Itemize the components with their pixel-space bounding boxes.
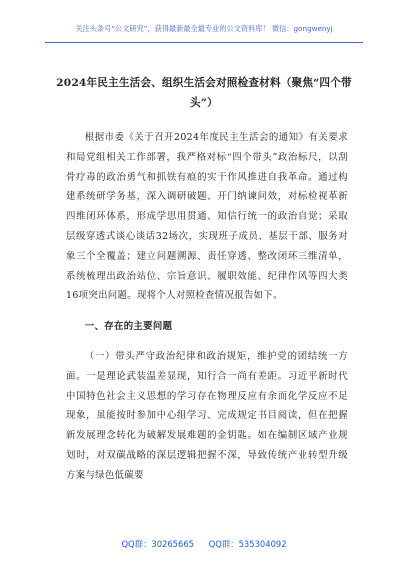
qq-group-2: QQ群：535304092 [208, 539, 287, 549]
qq-group-1: QQ群：30265665 [121, 539, 194, 549]
document-body [66, 128, 348, 486]
body-paragraph: （一）带头严守政治纪律和政治规矩，维护党的团结统一方面。一是理论武装温差显现，知行合一尚有差距。习近平新时代中国特色社会主义思想的学习存在物理反应有余而化学反应不足现象，虽能按时参加中心组学习、完成规定书目阅读，但在把握新发展理念转化为破解发展难题的金钥匙。如在编制区域产业规划时，对双碳战略的深层逻辑把握不深，导致传统产业转型升级方案与绿色低碳要 [66, 350, 348, 481]
footer-contact [0, 538, 408, 550]
intro-paragraph: 根据市委《关于召开2024年度民主生活会的通知》有关要求和局党组相关工作部署，我严格对标“四个带头”政治标尺，以刮骨疗毒的政治勇气和抓铁有痕的实干作风推进自我革命。通过构建系统研学务基，深入调研破题、开门纳谏问效，对标检视革新四维闭环体系，形成学思用贯通、知信行统一的政治自觉；采取层级穿透式谈心谈话32场次，实现班子成员、基层干部、服务对象三个全覆盖；建立问题溯源、责任穿透、整改闭环三维清单，系统梳理出政治站位、宗旨意识、履职效能、纪律作风等四大类16项突出问题。现将个人对照检查情况报告如下。 [66, 132, 348, 302]
document-title: 2024年民主生活会、组织生活会对照检查材料（聚焦“四个带头”） [56, 77, 352, 109]
banner-divider [45, 42, 363, 43]
section-heading: 一、存在的主要问题 [84, 321, 173, 333]
promo-banner: 关注头条号“公文研究”，获得最新最全最专业的公文资料库！ 微信：gongwenyj [75, 24, 333, 33]
